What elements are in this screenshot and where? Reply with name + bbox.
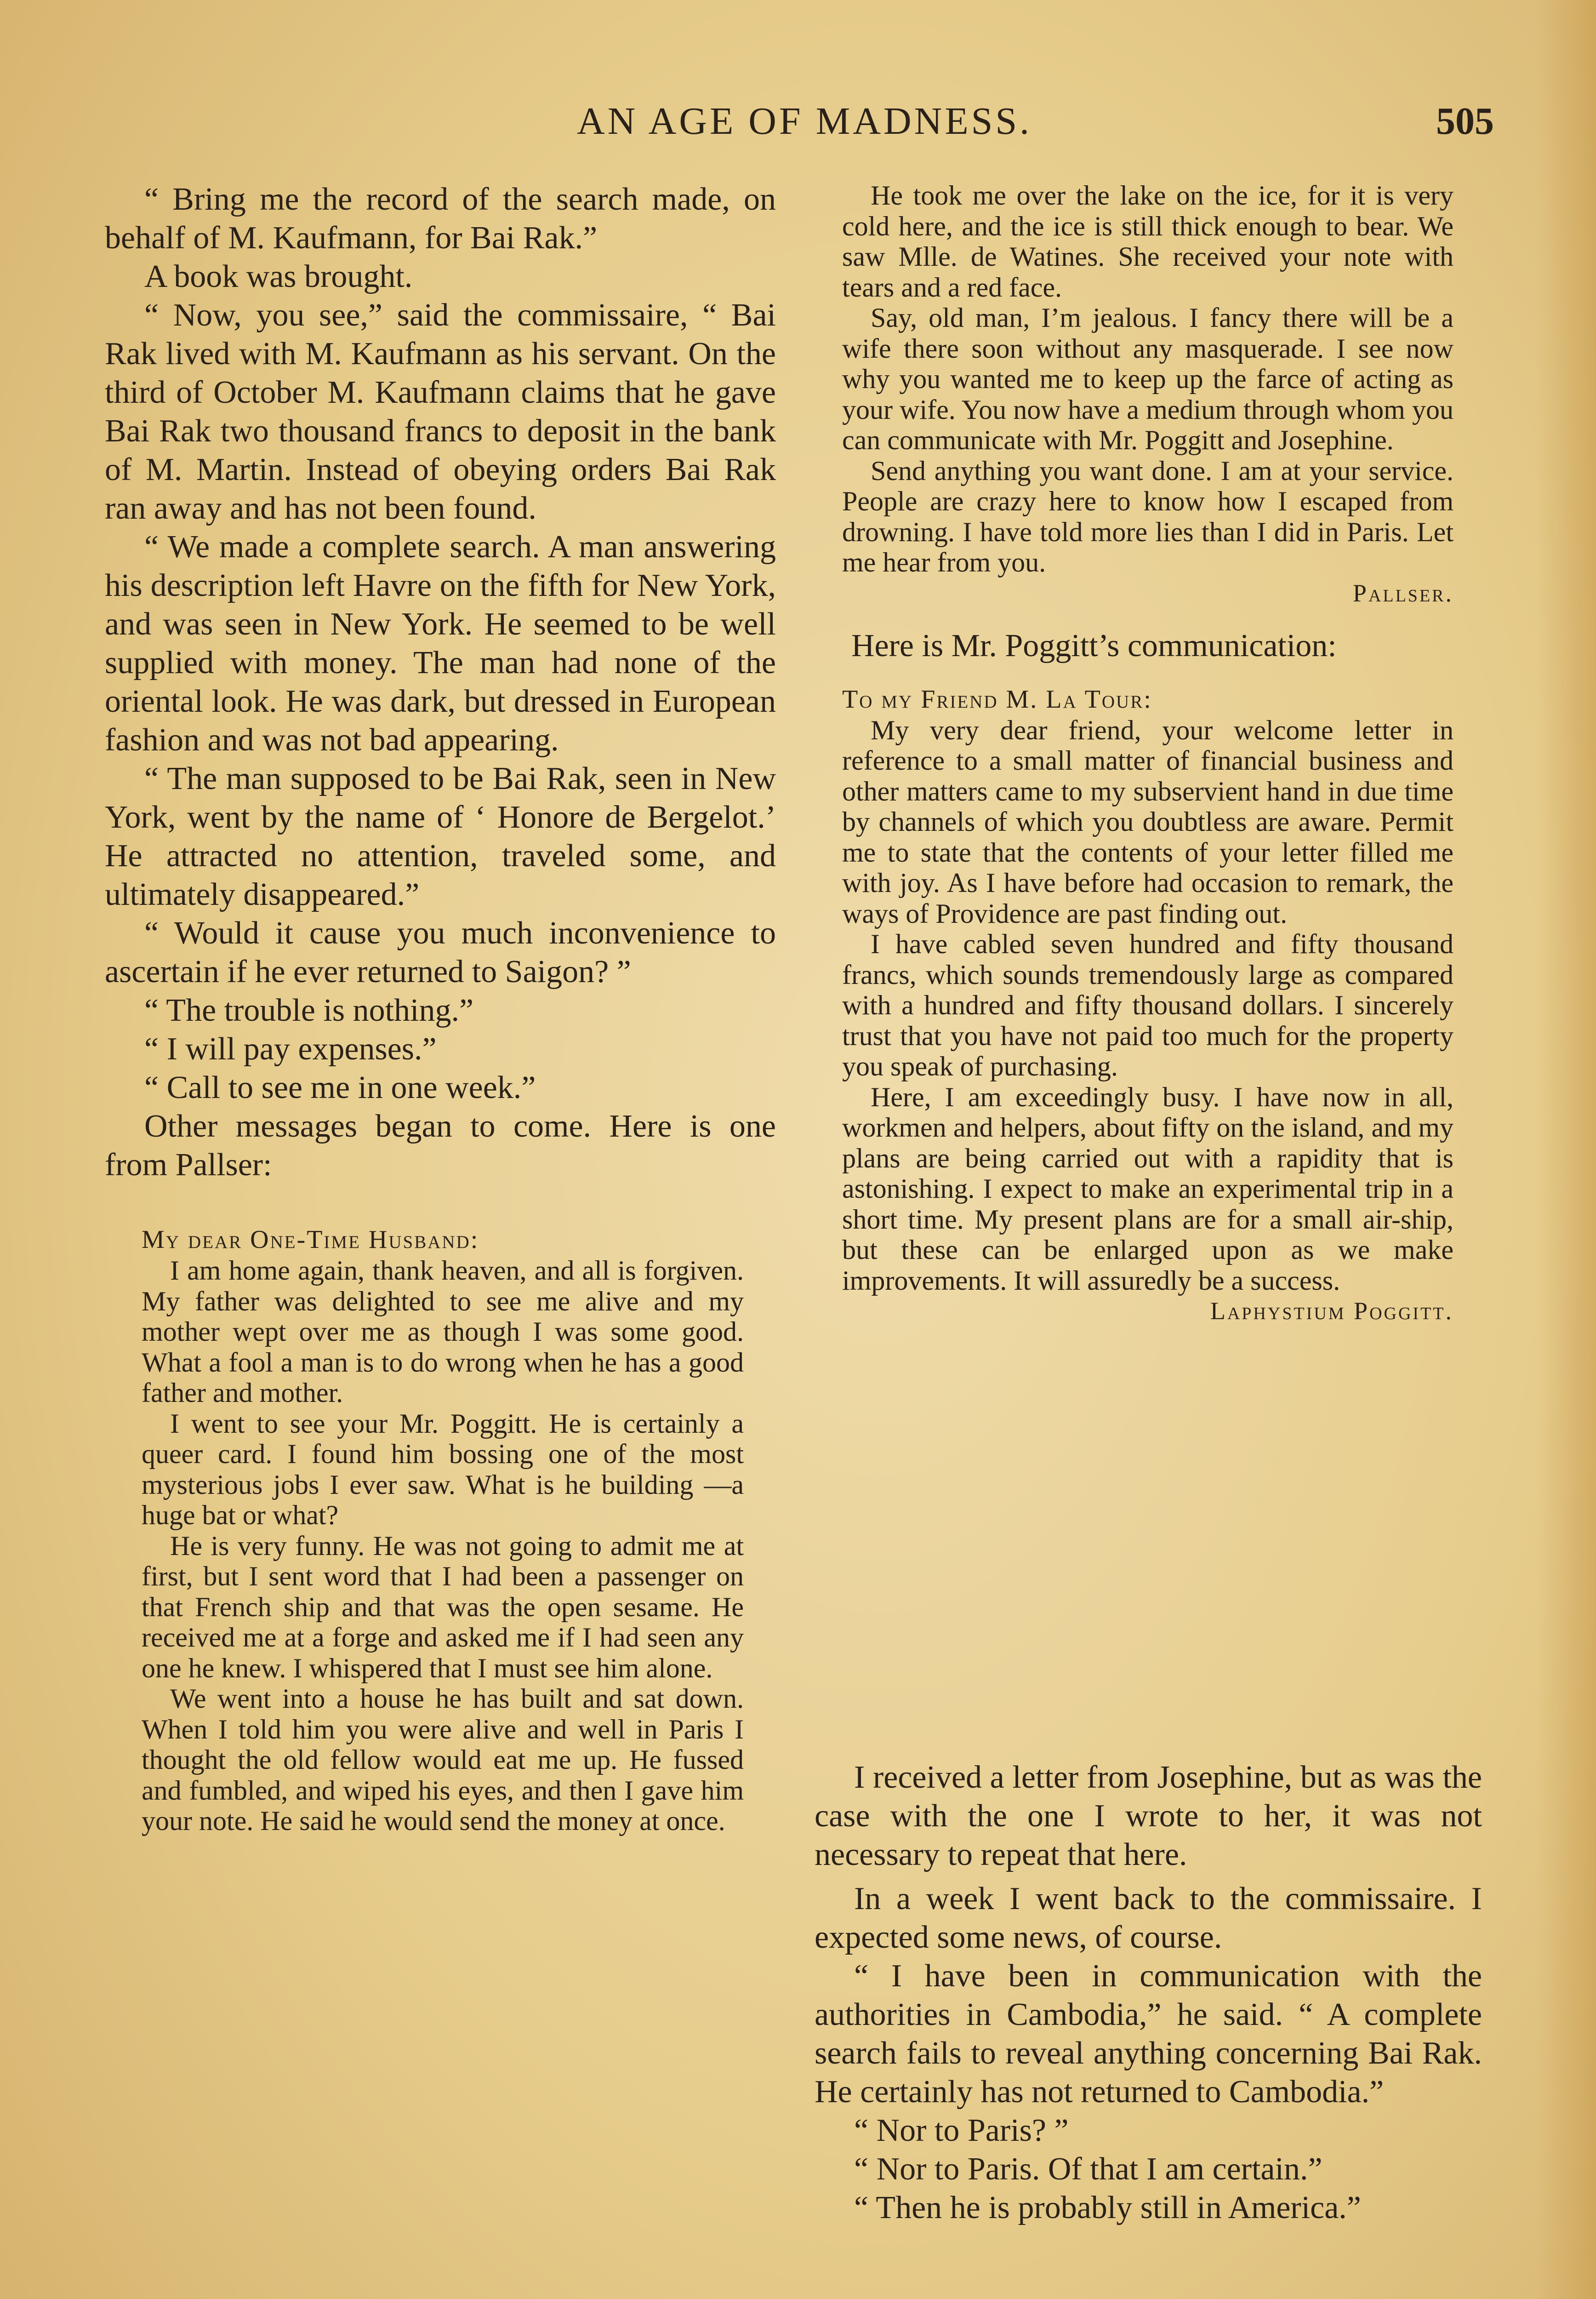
page-number: 505 [1436, 100, 1494, 143]
letter-paragraph: I went to see your Mr. Poggitt. He is certainly a queer card. I found him bossing one of the most mysterious jobs I ever saw. What is he building —a huge bat or what? [142, 1408, 744, 1530]
spacer [842, 665, 1454, 684]
running-header: AN AGE OF MADNESS. [576, 100, 1032, 143]
letter-paragraph: My very dear friend, your welcome letter in reference to a small matter of financial business and other matters came to my subservient hand in due time by channels of which you doubtless are aware. Permit me to state that the contents of your letter filled me with joy. As I have before had occasion to remark, the ways of Providence are past finding out. [842, 715, 1454, 929]
poggitt-salutation: To my Friend M. La Tour: [842, 685, 1152, 714]
letter-paragraph: Say, old man, I’m jealous. I fancy there will be a wife there soon without any masquerade. I see now why you wanted me to keep up the farce of acting as your wife. You now have a medium through whom you can communicate with Mr. Poggitt and Josephine. [842, 303, 1454, 455]
right-column-narrative [815, 1758, 1482, 2227]
letter-paragraph: He took me over the lake on the ice, for it is very cold here, and the ice is still thick enough to bear. We saw Mlle. de Watines. She received your note with tears and a red face. [842, 180, 1454, 303]
letter-salutation: My dear One-Time Husband: [142, 1225, 479, 1254]
spacer [105, 1184, 776, 1224]
paragraph: “ I have been in communication with the authorities in Cambodia,” he said. “ A complete search fails to reveal anything concerning Bai Rak. He certainly has not returned to Cambodia.” [815, 1958, 1482, 2110]
intro-line: Here is Mr. Poggitt’s communication: [851, 628, 1337, 663]
spacer [842, 608, 1454, 627]
paragraph: “ Would it cause you much inconvenience to ascertain if he ever returned to Saigon? ” [105, 915, 776, 989]
letter-signature: Pallser. [1352, 579, 1454, 607]
poggitt-signature: Laphystium Poggitt. [1210, 1297, 1454, 1325]
right-column [842, 180, 1454, 1326]
paragraph: “ Nor to Paris. Of that I am certain.” [854, 2151, 1322, 2187]
paragraph: In a week I went back to the commissaire. I expected some news, of course. [815, 1881, 1482, 1955]
paragraph: “ Now, you see,” said the commissaire, “ Bai Rak lived with M. Kaufmann as his servant. On the third of October M. Kaufmann claims that he gave Bai Rak two thousand francs to deposit in the bank of M. Martin. Instead of obeying orders Bai Rak ran away and has not been found. [105, 297, 776, 526]
paragraph: “ Bring me the record of the search made, on behalf of M. Kaufmann, for Bai Rak.” [105, 182, 776, 256]
left-column [105, 180, 776, 1836]
paragraph: “ We made a complete search. A man answering his description left Havre on the fifth for New York, and was seen in New York. He seemed to be well supplied with money. The man had none of the oriental look. He was dark, but dressed in European fashion and was not bad appearing. [105, 529, 776, 758]
paragraph: “ Nor to Paris? ” [854, 2113, 1069, 2148]
letter-paragraph: He is very funny. He was not going to admit me at first, but I sent word that I had been a passenger on that French ship and that was the open sesame. He received me at a forge and asked me if I had seen any one he knew. I whispered that I must see him alone. [142, 1530, 744, 1683]
paragraph: “ Then he is probably still in America.” [854, 2190, 1361, 2225]
letter-paragraph: I am home again, thank heaven, and all is forgiven. My father was delighted to see me alive and my mother wept over me as though I was some good. What a fool a man is to do wrong when he has a good father and mother. [142, 1255, 744, 1408]
paragraph: “ The man supposed to be Bai Rak, seen in New York, went by the name of ‘ Honore de Bergelot.’ He attracted no attention, traveled some, and ultimately disappeared.” [105, 761, 776, 912]
paragraph: “ Call to see me in one week.” [144, 1070, 536, 1105]
paragraph: I received a letter from Josephine, but as was the case with the one I wrote to her, it was not necessary to repeat that here. [815, 1760, 1482, 1872]
paragraph: “ I will pay expenses.” [144, 1031, 437, 1067]
paragraph: Other messages began to come. Here is one from Pallser: [105, 1109, 776, 1183]
letter-paragraph: Here, I am exceedingly busy. I have now in all, workmen and helpers, about fifty on the island, and my plans are being carried out with a rapidity that is astonishing. I expect to make an experimental trip in a short time. My present plans are for a small air-ship, but these can be enlarged upon as we make improvements. It will assuredly be a success. [842, 1081, 1454, 1296]
letter-paragraph: Send anything you want done. I am at your service. People are crazy here to know how I escaped from drowning. I have told more lies than I did in Paris. Let me hear from you. [842, 455, 1454, 578]
paragraph: “ The trouble is nothing.” [144, 993, 474, 1028]
letter-paragraph: We went into a house he has built and sat down. When I told him you were alive and well in Paris I thought the old fellow would eat me up. He fussed and fumbled, and wiped his eyes, and then I gave him your note. He said he would send the money at once. [142, 1683, 744, 1836]
paragraph: A book was brought. [144, 259, 413, 294]
letter-paragraph: I have cabled seven hundred and fifty thousand francs, which sounds tremendously large as compared with a hundred and fifty thousand dollars. I sincerely trust that you have not paid too much for the property you speak of purchasing. [842, 929, 1454, 1081]
page-edge-shading [1536, 0, 1596, 2299]
pallser-letter [105, 1224, 776, 1836]
